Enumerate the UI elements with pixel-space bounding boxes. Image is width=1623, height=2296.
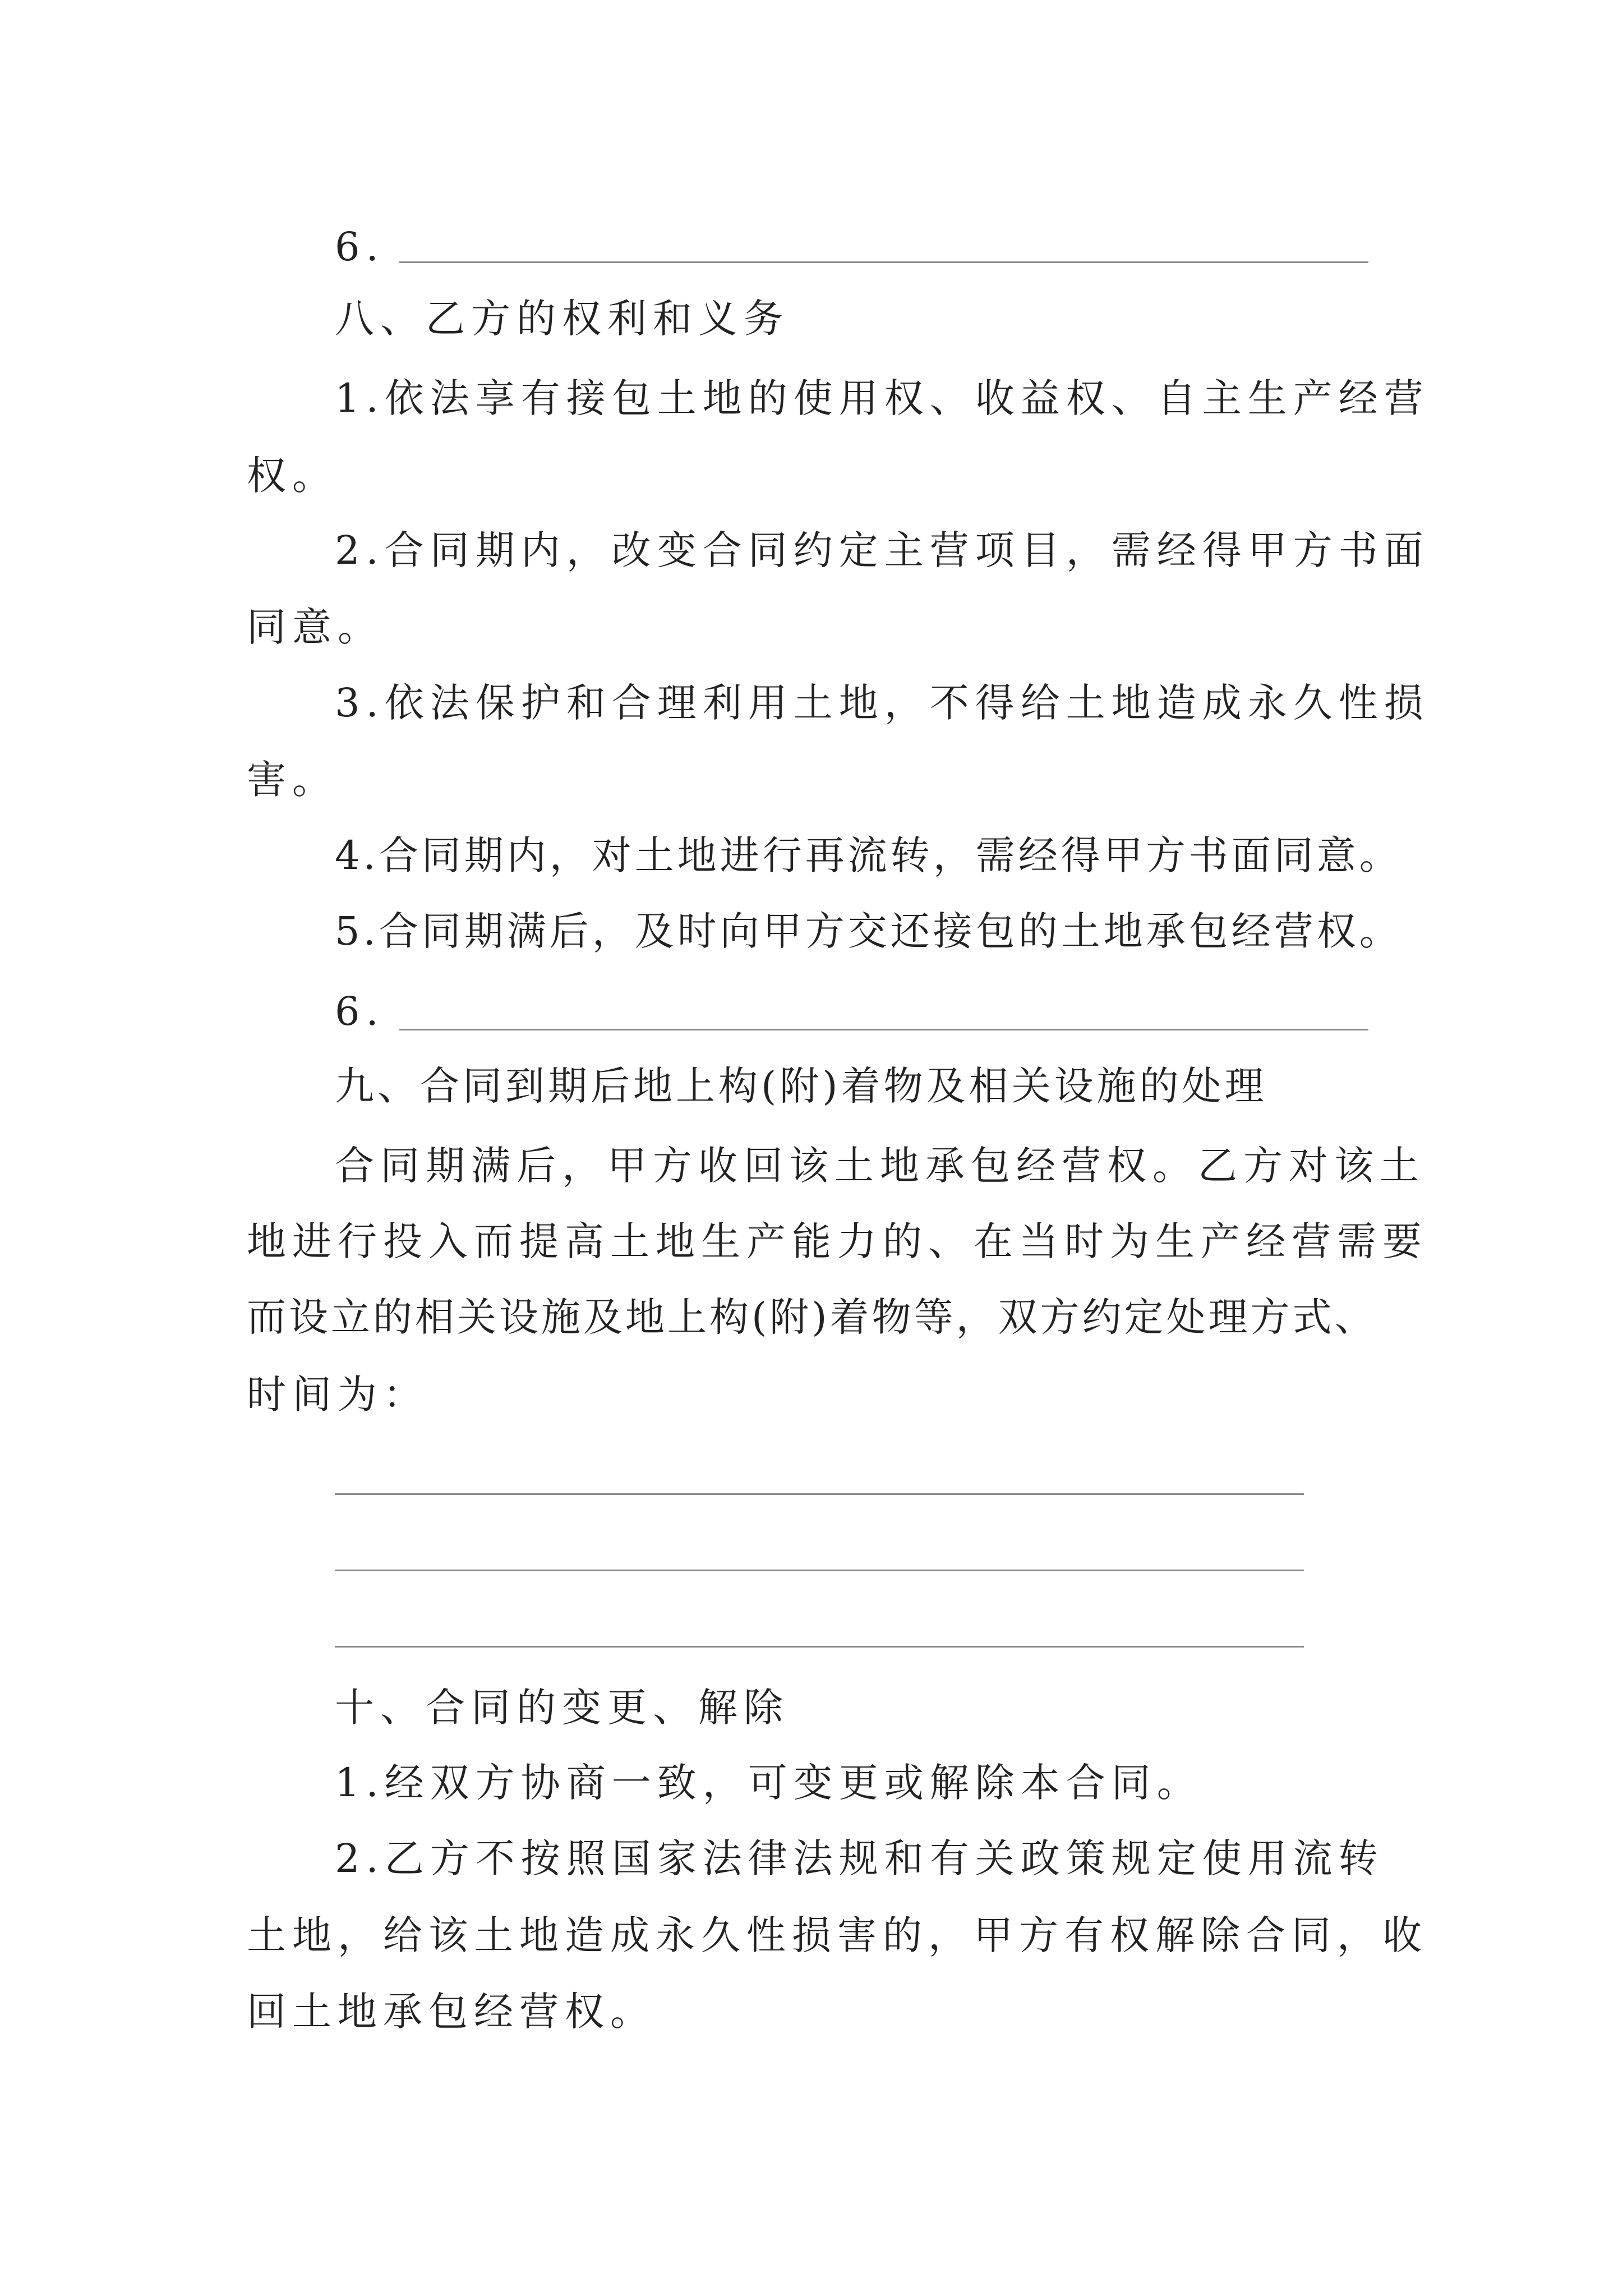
- section-8-item-3-continued: 害。: [247, 757, 338, 803]
- section-8-item-1-continued: 权。: [247, 453, 338, 499]
- item-6-number: 6.: [335, 224, 385, 270]
- section-8-item-4: 4.合同期内，对土地进行再流转，需经得甲方书面同意。: [335, 832, 1402, 878]
- section-8-item-2: 2.合同期内，改变合同约定主营项目，需经得甲方书面: [335, 527, 1430, 573]
- section-10-item-2-line-3: 回土地承包经营权。: [247, 1989, 656, 2035]
- section-10-item-2-line-2: 土地，给该土地造成永久性损害的，甲方有权解除合同，收: [247, 1912, 1428, 1958]
- section-10-item-2-line-1: 2.乙方不按照国家法律法规和有关政策规定使用流转: [335, 1835, 1384, 1881]
- section-8-item-5: 5.合同期满后，及时向甲方交还接包的土地承包经营权。: [335, 908, 1402, 954]
- section-10-heading: 十、合同的变更、解除: [335, 1685, 789, 1731]
- section-8-item-1: 1.依法享有接包土地的使用权、收益权、自主生产经营: [335, 375, 1430, 421]
- section-9-paragraph-line-3: 而设立的相关设施及地上构(附)着物等，双方约定处理方式、: [247, 1294, 1377, 1340]
- section-9-paragraph-line-1: 合同期满后，甲方收回该土地承包经营权。乙方对该土: [335, 1143, 1425, 1189]
- section-8-item-2-continued: 同意。: [247, 604, 383, 650]
- item-6-blank-line: [399, 261, 1368, 263]
- fill-in-blank-line-2: [335, 1570, 1304, 1571]
- section-9-heading: 九、合同到期后地上构(附)着物及相关设施的处理: [335, 1063, 1267, 1109]
- section-8-item-6-blank-line: [399, 1029, 1368, 1030]
- fill-in-blank-line-3: [335, 1646, 1304, 1648]
- section-8-item-3: 3.依法保护和合理利用土地，不得给土地造成永久性损: [335, 680, 1430, 726]
- fill-in-blank-line-1: [335, 1493, 1304, 1495]
- section-8-heading: 八、乙方的权利和义务: [335, 296, 789, 342]
- section-9-paragraph-line-2: 地进行投入而提高土地生产能力的、在当时为生产经营需要: [247, 1218, 1428, 1264]
- section-10-item-1: 1.经双方协商一致，可变更或解除本合同。: [335, 1760, 1202, 1806]
- section-9-paragraph-line-4: 时间为：: [247, 1372, 428, 1418]
- section-8-item-6-number: 6.: [335, 988, 385, 1034]
